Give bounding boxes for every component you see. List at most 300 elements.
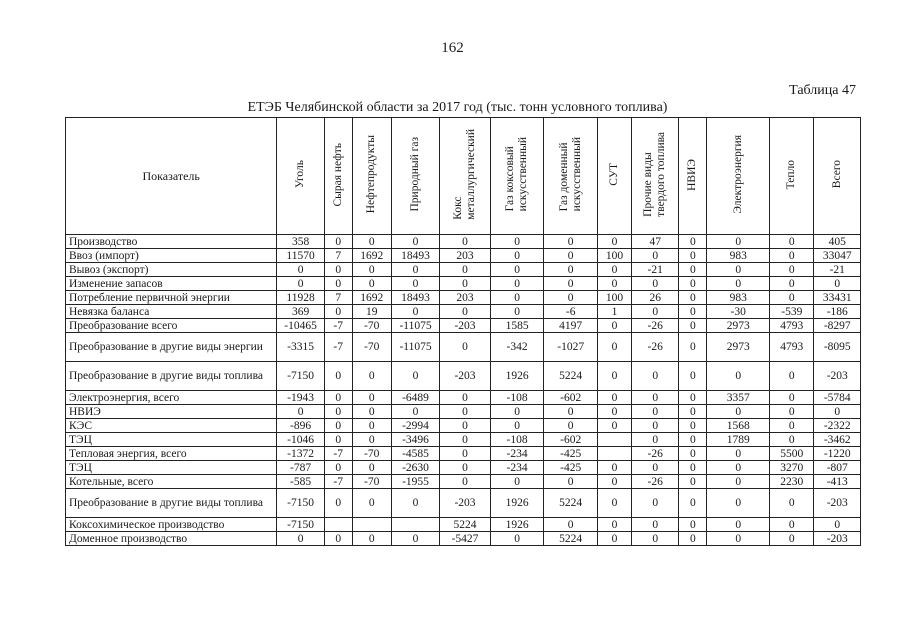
value-cell: 0 — [707, 235, 770, 249]
value-cell: 0 — [770, 433, 814, 447]
value-cell: 0 — [679, 532, 707, 546]
value-cell: -30 — [707, 305, 770, 319]
value-cell: -70 — [352, 447, 391, 461]
row-header-cell: Показатель — [66, 118, 277, 235]
column-header — [490, 118, 544, 235]
table-row — [66, 263, 861, 277]
value-cell: 0 — [632, 249, 679, 263]
value-cell: -108 — [490, 391, 544, 405]
value-cell: 0 — [770, 263, 814, 277]
value-cell: 0 — [632, 461, 679, 475]
value-cell: -7 — [324, 319, 352, 333]
value-cell: 0 — [597, 518, 631, 532]
value-cell: 0 — [490, 475, 544, 489]
value-cell: 0 — [597, 235, 631, 249]
row-label: НВИЭ — [66, 405, 277, 419]
value-cell: 0 — [352, 461, 391, 475]
value-cell: 0 — [707, 405, 770, 419]
value-cell: 405 — [814, 235, 861, 249]
row-label: Изменение запасов — [66, 277, 277, 291]
value-cell: 19 — [352, 305, 391, 319]
value-cell: 0 — [597, 489, 631, 518]
value-cell: 0 — [440, 235, 491, 249]
value-cell: 0 — [544, 419, 598, 433]
value-cell: 0 — [440, 447, 491, 461]
value-cell: 0 — [679, 291, 707, 305]
value-cell: -6489 — [391, 391, 439, 405]
value-cell: 0 — [440, 419, 491, 433]
column-label: Электроэнергия — [731, 135, 744, 214]
value-cell: 0 — [770, 291, 814, 305]
value-cell: 0 — [277, 405, 324, 419]
column-header — [814, 118, 861, 235]
value-cell: -807 — [814, 461, 861, 475]
value-cell: 0 — [391, 277, 439, 291]
value-cell: 0 — [324, 235, 352, 249]
value-cell: 0 — [352, 405, 391, 419]
value-cell: 0 — [632, 433, 679, 447]
value-cell: -11075 — [391, 319, 439, 333]
column-header — [391, 118, 439, 235]
value-cell: 0 — [352, 277, 391, 291]
value-cell: 11570 — [277, 249, 324, 263]
value-cell: 0 — [632, 532, 679, 546]
value-cell: 0 — [440, 305, 491, 319]
value-cell: 7 — [324, 291, 352, 305]
value-cell: -7150 — [277, 362, 324, 391]
value-cell: 0 — [352, 362, 391, 391]
value-cell: -234 — [490, 447, 544, 461]
value-cell: 0 — [597, 461, 631, 475]
value-cell: -8095 — [814, 333, 861, 362]
table-row — [66, 532, 861, 546]
value-cell: 4793 — [770, 333, 814, 362]
value-cell: 0 — [707, 475, 770, 489]
value-cell: -7150 — [277, 518, 324, 532]
value-cell: 0 — [490, 305, 544, 319]
table-row — [66, 419, 861, 433]
table-row — [66, 333, 861, 362]
value-cell — [324, 518, 352, 532]
value-cell: -2322 — [814, 419, 861, 433]
value-cell: -10465 — [277, 319, 324, 333]
value-cell: 0 — [679, 277, 707, 291]
value-cell: 0 — [324, 305, 352, 319]
value-cell: 203 — [440, 249, 491, 263]
value-cell: 2973 — [707, 333, 770, 362]
value-cell: 0 — [391, 305, 439, 319]
value-cell — [597, 433, 631, 447]
value-cell: 0 — [814, 518, 861, 532]
row-label: ТЭЦ — [66, 461, 277, 475]
value-cell: -70 — [352, 475, 391, 489]
value-cell — [352, 518, 391, 532]
value-cell: 0 — [770, 532, 814, 546]
value-cell: 4793 — [770, 319, 814, 333]
value-cell: 0 — [770, 489, 814, 518]
value-cell: -585 — [277, 475, 324, 489]
value-cell: 0 — [770, 419, 814, 433]
value-cell: 1692 — [352, 291, 391, 305]
table-row — [66, 249, 861, 263]
column-label: НВИЭ — [686, 158, 699, 191]
value-cell: 0 — [324, 532, 352, 546]
value-cell: 0 — [632, 305, 679, 319]
value-cell: -7 — [324, 333, 352, 362]
value-cell: 0 — [544, 277, 598, 291]
value-cell: 1585 — [490, 319, 544, 333]
value-cell: -203 — [814, 532, 861, 546]
value-cell: 0 — [597, 405, 631, 419]
value-cell: 0 — [352, 419, 391, 433]
value-cell: -26 — [632, 475, 679, 489]
table-row — [66, 305, 861, 319]
value-cell: 0 — [352, 391, 391, 405]
value-cell: 0 — [679, 489, 707, 518]
value-cell: -26 — [632, 333, 679, 362]
value-cell: 369 — [277, 305, 324, 319]
value-cell: 0 — [770, 518, 814, 532]
row-label: Электроэнергия, всего — [66, 391, 277, 405]
value-cell: 0 — [440, 461, 491, 475]
table-row — [66, 362, 861, 391]
value-cell: -5427 — [440, 532, 491, 546]
value-cell: -11075 — [391, 333, 439, 362]
row-label: Доменное производство — [66, 532, 277, 546]
value-cell: 0 — [679, 391, 707, 405]
value-cell: 11928 — [277, 291, 324, 305]
value-cell: 0 — [352, 235, 391, 249]
value-cell: 0 — [597, 277, 631, 291]
value-cell: 0 — [490, 249, 544, 263]
value-cell: -2994 — [391, 419, 439, 433]
value-cell: -203 — [440, 362, 491, 391]
value-cell: 0 — [391, 235, 439, 249]
value-cell: 0 — [679, 475, 707, 489]
value-cell: 0 — [597, 532, 631, 546]
value-cell: -8297 — [814, 319, 861, 333]
value-cell: -3496 — [391, 433, 439, 447]
value-cell: -203 — [440, 319, 491, 333]
value-cell: -5784 — [814, 391, 861, 405]
table-row — [66, 291, 861, 305]
table-caption: Таблица 47 — [789, 83, 856, 98]
value-cell: 0 — [544, 263, 598, 277]
value-cell: 0 — [707, 362, 770, 391]
row-label: ТЭЦ — [66, 433, 277, 447]
value-cell: 0 — [632, 489, 679, 518]
value-cell: 0 — [544, 475, 598, 489]
row-label: Ввоз (импорт) — [66, 249, 277, 263]
value-cell: 0 — [597, 391, 631, 405]
value-cell: 0 — [490, 263, 544, 277]
column-header — [707, 118, 770, 235]
value-cell: 0 — [632, 277, 679, 291]
column-label: Сырая нефть — [331, 142, 344, 207]
value-cell: 0 — [679, 461, 707, 475]
value-cell: 33047 — [814, 249, 861, 263]
column-label: Уголь — [294, 160, 307, 189]
value-cell: 0 — [707, 277, 770, 291]
value-cell — [391, 518, 439, 532]
value-cell: 0 — [632, 405, 679, 419]
value-cell: 203 — [440, 291, 491, 305]
value-cell: -539 — [770, 305, 814, 319]
value-cell: 0 — [770, 235, 814, 249]
value-cell: 47 — [632, 235, 679, 249]
value-cell: -3315 — [277, 333, 324, 362]
value-cell: 0 — [440, 433, 491, 447]
value-cell: 5224 — [544, 489, 598, 518]
column-label: Прочие виды твердого топлива — [642, 132, 668, 217]
value-cell: 0 — [707, 518, 770, 532]
value-cell: 0 — [391, 362, 439, 391]
value-cell: 0 — [707, 489, 770, 518]
row-label: Преобразование в другие виды топлива — [66, 489, 277, 518]
value-cell: 983 — [707, 291, 770, 305]
column-label: Природный газ — [409, 137, 422, 212]
value-cell: 2230 — [770, 475, 814, 489]
value-cell: 5224 — [544, 532, 598, 546]
value-cell: 0 — [679, 362, 707, 391]
value-cell: 0 — [770, 362, 814, 391]
value-cell: -896 — [277, 419, 324, 433]
value-cell: 7 — [324, 249, 352, 263]
value-cell: 0 — [707, 447, 770, 461]
value-cell: 0 — [679, 405, 707, 419]
value-cell: 0 — [544, 249, 598, 263]
value-cell: -342 — [490, 333, 544, 362]
value-cell: 0 — [814, 277, 861, 291]
value-cell: -1220 — [814, 447, 861, 461]
value-cell: 18493 — [391, 291, 439, 305]
value-cell: 3357 — [707, 391, 770, 405]
value-cell: -203 — [814, 362, 861, 391]
value-cell: 100 — [597, 249, 631, 263]
value-cell: 0 — [679, 419, 707, 433]
value-cell: 0 — [679, 319, 707, 333]
value-cell: -1027 — [544, 333, 598, 362]
value-cell: 0 — [324, 461, 352, 475]
value-cell: 0 — [679, 447, 707, 461]
value-cell: 0 — [391, 405, 439, 419]
row-label: Тепловая энергия, всего — [66, 447, 277, 461]
row-label: Невязка баланса — [66, 305, 277, 319]
value-cell: -7 — [324, 447, 352, 461]
value-cell: 0 — [707, 263, 770, 277]
column-header — [597, 118, 631, 235]
value-cell: 0 — [632, 391, 679, 405]
value-cell: 0 — [391, 489, 439, 518]
value-cell: 0 — [597, 419, 631, 433]
row-label: Потребление первичной энергии — [66, 291, 277, 305]
value-cell: -425 — [544, 447, 598, 461]
value-cell: 983 — [707, 249, 770, 263]
value-cell: 0 — [324, 433, 352, 447]
value-cell: 0 — [597, 475, 631, 489]
table-row — [66, 489, 861, 518]
table-row — [66, 518, 861, 532]
value-cell: 0 — [352, 263, 391, 277]
value-cell: 0 — [597, 263, 631, 277]
value-cell: -1943 — [277, 391, 324, 405]
value-cell: 0 — [490, 532, 544, 546]
row-label: Котельные, всего — [66, 475, 277, 489]
column-label: Газ доменный искусственный — [557, 137, 583, 212]
value-cell: 0 — [770, 391, 814, 405]
value-cell: 3270 — [770, 461, 814, 475]
value-cell: 5500 — [770, 447, 814, 461]
energy-balance-table — [65, 117, 861, 546]
value-cell: -203 — [440, 489, 491, 518]
value-cell: -602 — [544, 433, 598, 447]
row-label: КЭС — [66, 419, 277, 433]
value-cell: 5224 — [544, 362, 598, 391]
value-cell: -70 — [352, 319, 391, 333]
value-cell: 0 — [632, 518, 679, 532]
value-cell: -203 — [814, 489, 861, 518]
value-cell: 0 — [597, 333, 631, 362]
table-row — [66, 447, 861, 461]
value-cell: 0 — [544, 405, 598, 419]
table-row — [66, 391, 861, 405]
header-row — [66, 118, 861, 235]
value-cell: -6 — [544, 305, 598, 319]
value-cell: 0 — [490, 291, 544, 305]
row-label: Коксохимическое производство — [66, 518, 277, 532]
column-header — [440, 118, 491, 235]
row-label: Преобразование в другие виды энергии — [66, 333, 277, 362]
table-row — [66, 433, 861, 447]
value-cell: -108 — [490, 433, 544, 447]
value-cell: -26 — [632, 319, 679, 333]
value-cell: 0 — [490, 419, 544, 433]
column-label: Всего — [830, 160, 843, 189]
value-cell: -3462 — [814, 433, 861, 447]
value-cell: 0 — [679, 249, 707, 263]
value-cell: 1926 — [490, 518, 544, 532]
value-cell: 1926 — [490, 362, 544, 391]
value-cell: 5224 — [440, 518, 491, 532]
value-cell: 358 — [277, 235, 324, 249]
value-cell: 0 — [352, 532, 391, 546]
value-cell: 0 — [814, 405, 861, 419]
value-cell: -2630 — [391, 461, 439, 475]
value-cell: 0 — [770, 249, 814, 263]
column-header — [632, 118, 679, 235]
table-row — [66, 405, 861, 419]
value-cell: -26 — [632, 447, 679, 461]
column-header — [770, 118, 814, 235]
value-cell: -787 — [277, 461, 324, 475]
value-cell: -7 — [324, 475, 352, 489]
value-cell: 0 — [277, 263, 324, 277]
value-cell: 0 — [440, 391, 491, 405]
value-cell: 0 — [324, 391, 352, 405]
value-cell: -186 — [814, 305, 861, 319]
column-header — [544, 118, 598, 235]
value-cell: -1955 — [391, 475, 439, 489]
value-cell: 0 — [679, 305, 707, 319]
value-cell: 0 — [440, 277, 491, 291]
value-cell: 0 — [324, 489, 352, 518]
column-label: Кокс металлургический — [452, 129, 477, 220]
value-cell: 0 — [490, 277, 544, 291]
page-number: 162 — [441, 40, 464, 56]
value-cell: 0 — [324, 263, 352, 277]
value-cell: -21 — [814, 263, 861, 277]
value-cell: 4197 — [544, 319, 598, 333]
value-cell: 2973 — [707, 319, 770, 333]
value-cell: -602 — [544, 391, 598, 405]
value-cell: 33431 — [814, 291, 861, 305]
value-cell: 0 — [440, 405, 491, 419]
value-cell: 1692 — [352, 249, 391, 263]
value-cell: 0 — [632, 419, 679, 433]
value-cell: 1926 — [490, 489, 544, 518]
table-title: ЕТЭБ Челябинской области за 2017 год (тыс. тонн условного топлива) — [247, 100, 668, 115]
value-cell: 1568 — [707, 419, 770, 433]
value-cell: 18493 — [391, 249, 439, 263]
value-cell: 26 — [632, 291, 679, 305]
value-cell: 0 — [679, 433, 707, 447]
column-header — [324, 118, 352, 235]
value-cell: 0 — [277, 532, 324, 546]
value-cell: 0 — [679, 263, 707, 277]
table-row — [66, 475, 861, 489]
table-row — [66, 235, 861, 249]
row-label: Преобразование всего — [66, 319, 277, 333]
row-label: Производство — [66, 235, 277, 249]
column-header — [679, 118, 707, 235]
value-cell: 0 — [679, 518, 707, 532]
value-cell: 0 — [352, 489, 391, 518]
value-cell — [597, 447, 631, 461]
value-cell: 0 — [324, 362, 352, 391]
column-header — [277, 118, 324, 235]
value-cell: -7150 — [277, 489, 324, 518]
row-label: Преобразование в другие виды топлива — [66, 362, 277, 391]
value-cell: -413 — [814, 475, 861, 489]
value-cell: 0 — [391, 532, 439, 546]
value-cell: -4585 — [391, 447, 439, 461]
column-label: Тепло — [785, 159, 798, 190]
value-cell: -1046 — [277, 433, 324, 447]
value-cell: 0 — [597, 362, 631, 391]
value-cell: 0 — [490, 405, 544, 419]
value-cell: 0 — [440, 333, 491, 362]
value-cell: 0 — [352, 433, 391, 447]
value-cell: 0 — [707, 532, 770, 546]
value-cell: 0 — [544, 518, 598, 532]
value-cell: 0 — [632, 362, 679, 391]
value-cell: 0 — [440, 263, 491, 277]
column-label: СУТ — [607, 163, 620, 186]
table-row — [66, 277, 861, 291]
value-cell: 0 — [544, 235, 598, 249]
value-cell: 0 — [391, 263, 439, 277]
value-cell: 0 — [440, 475, 491, 489]
value-cell: 1789 — [707, 433, 770, 447]
value-cell: 0 — [707, 461, 770, 475]
value-cell: -70 — [352, 333, 391, 362]
value-cell: -21 — [632, 263, 679, 277]
value-cell: 0 — [679, 333, 707, 362]
value-cell: -1372 — [277, 447, 324, 461]
table-row — [66, 461, 861, 475]
value-cell: 0 — [544, 291, 598, 305]
column-header — [352, 118, 391, 235]
